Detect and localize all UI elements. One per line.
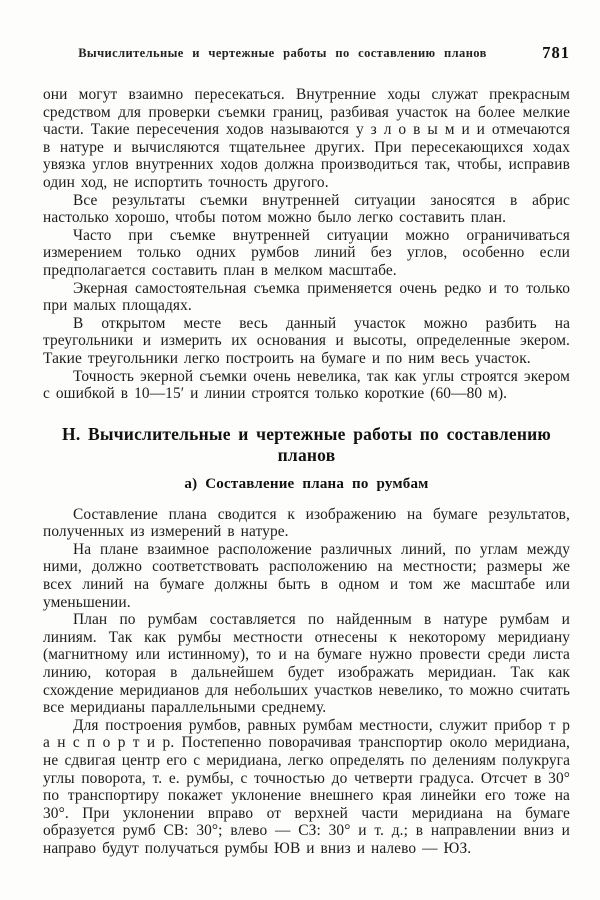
subsection-heading: а) Составление плана по румбам xyxy=(184,475,429,492)
page-number: 781 xyxy=(542,43,570,62)
running-head-title: Вычислительные и чертежные работы по составлению планов xyxy=(78,46,487,60)
paragraph: Экерная самостоятельная съемка применяется очень редко и то только при малых площадях. xyxy=(43,279,570,315)
page-body xyxy=(43,86,570,858)
paragraph: План по румбам составляется по найденным в натуре румбам и линиям. Так как румбы местности отнесены к некоторому меридиану (магнитному или истинному), то и на бумаге нужно провести среди листа линию, которая в дальнейшем будет изображать меридиан. Так как схождение меридианов для небольших участков невелико, то можно считать все меридианы параллельными среднему. xyxy=(43,611,570,717)
paragraph: Для построения румбов, равных румбам местности, служит прибор т р а н с п о р т и р. Постепенно поворачивая транспортир около меридиана, не сдвигая центр его с меридиана, легко определять по делениям полукруга углы поворота, т. е. румбы, с точностью до четверти градуса. Отсчет в 30° по транспортиру покажет уклонение внешнего края линейки его тоже на 30°. При уклонении вправо от верхней части меридиана на бумаге образуется румб СВ: 30°; влево — СЗ: 30° и т. д.; в направлении вниз и направо будут получаться румбы ЮВ и вниз и налево — ЮЗ. xyxy=(43,716,570,857)
paragraph: Составление плана сводится к изображению на бумаге результатов, полученных из измерений в натуре. xyxy=(43,505,570,541)
paragraph-continuation: они могут взаимно пересекаться. Внутренние ходы служат прекрасным средством для проверки съемки границ, разбивая участок на более мелкие части. Такие пересечения ходов называются у з л о в ы м и и отмечаются в натуре и вычисляются тщательнее других. При пересекающихся ходах увязка углов внутренних ходов должна производиться так, чтобы, исправив один ход, не испортить точность другого. xyxy=(43,86,570,191)
paragraph: Часто при съемке внутренней ситуации можно ограничиваться измерением только одних румбов линий без углов, особенно если предполагается составить план в мелком масштабе. xyxy=(43,226,570,279)
running-head xyxy=(43,43,570,64)
paragraph: Точность экерной съемки очень невелика, так как углы строятся экером с ошибкой в 10—15′ и линии строятся только короткие (60—80 м). xyxy=(43,367,570,403)
section-heading: Н. Вычислительные и чертежные работы по составлению планов xyxy=(62,423,551,466)
paragraph: Все результаты съемки внутренней ситуации заносятся в абрис настолько хорошо, чтобы потом можно было легко составить план. xyxy=(43,191,570,227)
paragraph: На плане взаимное расположение различных линий, по углам между ними, должно соответствовать расположению на местности; размеры же всех линий на бумаге должны быть в одном и том же масштабе или уменьшении. xyxy=(43,540,570,611)
paragraph: В открытом месте весь данный участок можно разбить на треугольники и измерить их основания и высоты, определенные экером. Такие треугольники легко построить на бумаге и по ним весь участок. xyxy=(43,314,570,367)
